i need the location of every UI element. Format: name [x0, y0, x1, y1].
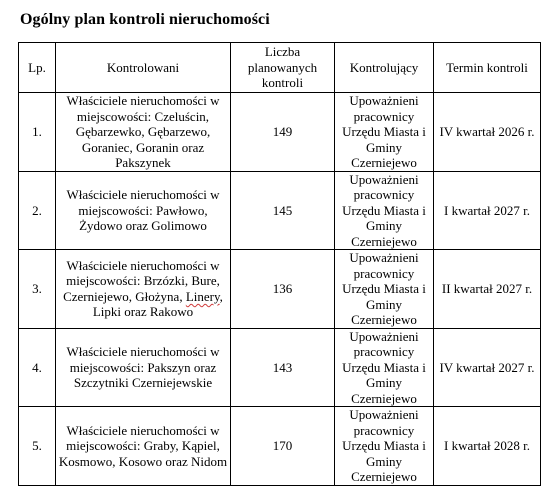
table-header-row [19, 43, 541, 93]
header-controller: Kontrolujący [335, 43, 434, 93]
table-row [19, 250, 541, 329]
cell-controller: Upoważnieni pracownicy Urzędu Miasta i Gminy Czerniejewo [335, 171, 434, 250]
cell-term: IV kwartał 2027 r. [434, 328, 541, 407]
table-row [19, 407, 541, 486]
table-row [19, 328, 541, 407]
table-row [19, 171, 541, 250]
cell-count: 149 [231, 93, 335, 172]
cell-lp: 1. [19, 93, 56, 172]
cell-term: II kwartał 2027 r. [434, 250, 541, 329]
cell-lp: 2. [19, 171, 56, 250]
cell-controlled: Właściciele nieruchomości w miejscowości: Czeluścin, Gębarzewko, Gębarzewo, Goraniec, Goranin oraz Pakszynek [56, 93, 231, 172]
cell-count: 170 [231, 407, 335, 486]
cell-controller: Upoważnieni pracownicy Urzędu Miasta i Gminy Czerniejewo [335, 250, 434, 329]
cell-term: I kwartał 2027 r. [434, 171, 541, 250]
cell-count: 143 [231, 328, 335, 407]
page-title: Ogólny plan kontroli nieruchomości [20, 11, 270, 28]
cell-lp: 3. [19, 250, 56, 329]
cell-controlled: Właściciele nieruchomości w miejscowości: Graby, Kąpiel, Kosmowo, Kosowo oraz Nidom [56, 407, 231, 486]
spellcheck-underlined-word: Linery [185, 288, 220, 304]
cell-controlled [56, 250, 231, 329]
cell-count: 136 [231, 250, 335, 329]
cell-controlled-text: Właściciele nieruchomości w miejscowości: Brzózki, Bure, Czerniejewo, Głożyna, [63, 257, 220, 304]
cell-lp: 5. [19, 407, 56, 486]
cell-term: I kwartał 2028 r. [434, 407, 541, 486]
header-controlled: Kontrolowani [56, 43, 231, 93]
header-count: Liczba planowanych kontroli [231, 43, 335, 93]
cell-controlled: Właściciele nieruchomości w miejscowości: Pakszyn oraz Szczytniki Czerniejewskie [56, 328, 231, 407]
cell-controller: Upoważnieni pracownicy Urzędu Miasta i Gminy Czerniejewo [335, 407, 434, 486]
cell-controlled: Właściciele nieruchomości w miejscowości: Pawłowo, Żydowo oraz Golimowo [56, 171, 231, 250]
header-lp: Lp. [19, 43, 56, 93]
cell-term: IV kwartał 2026 r. [434, 93, 541, 172]
cell-controlled-text-end: , Lipki oraz Rakowo [92, 288, 223, 320]
cell-controller: Upoważnieni pracownicy Urzędu Miasta i Gminy Czerniejewo [335, 93, 434, 172]
header-term: Termin kontroli [434, 43, 541, 93]
table-row [19, 93, 541, 172]
cell-count: 145 [231, 171, 335, 250]
cell-controller: Upoważnieni pracownicy Urzędu Miasta i Gminy Czerniejewo [335, 328, 434, 407]
control-plan-table [18, 42, 541, 486]
cell-lp: 4. [19, 328, 56, 407]
